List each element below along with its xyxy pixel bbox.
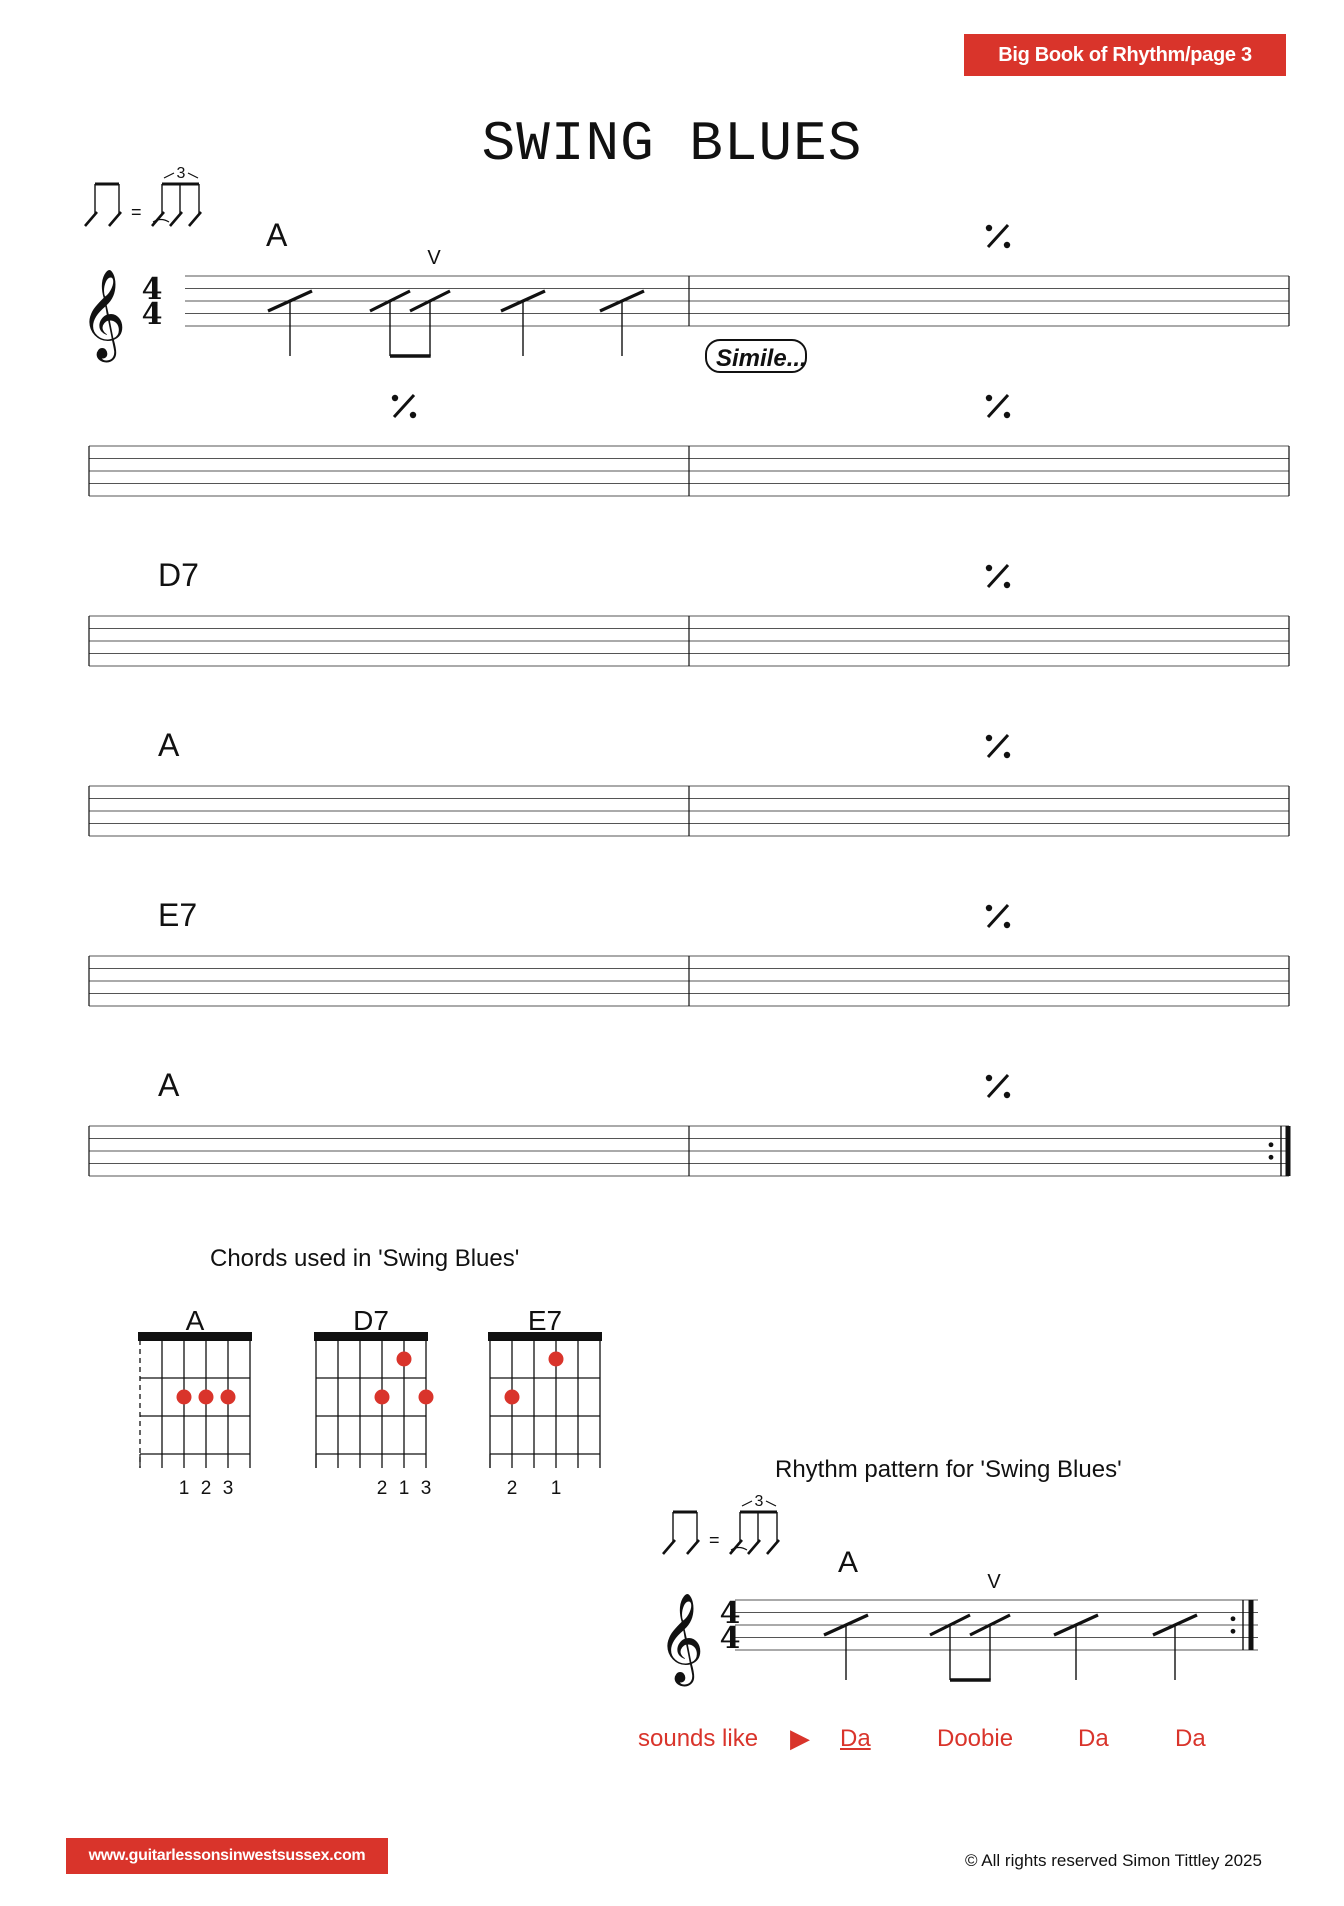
chord-diagram-d7 bbox=[314, 1332, 434, 1468]
triplet-number: 3 bbox=[176, 165, 186, 182]
note-slash bbox=[109, 212, 121, 226]
rhythm-chord: A bbox=[837, 1546, 859, 1579]
play-arrow-icon: ▶ bbox=[790, 1723, 810, 1753]
rhythm-heading: Rhythm pattern for 'Swing Blues' bbox=[775, 1456, 1122, 1483]
sounds-like-label: sounds like bbox=[638, 1725, 759, 1752]
rhythm-upstroke-mark: V bbox=[987, 1571, 1001, 1593]
finger-dot bbox=[199, 1390, 214, 1405]
chord-diagram-name: E7 bbox=[527, 1305, 563, 1336]
equals-sign: = bbox=[709, 1530, 720, 1550]
system-5-bar-2-repeat-sign bbox=[986, 905, 1010, 928]
rhythm-time-bottom: 4 bbox=[719, 1621, 741, 1656]
repeat-dot bbox=[1004, 582, 1010, 588]
repeat-dot bbox=[986, 1075, 992, 1081]
copyright-notice: © All rights reserved Simon Tittley 2025 bbox=[965, 1851, 1262, 1870]
finger-dot bbox=[505, 1390, 520, 1405]
repeat-dot bbox=[1269, 1142, 1274, 1147]
system-1-time-bottom: 4 bbox=[141, 297, 163, 332]
rhythm-treble-clef: 𝄞 bbox=[658, 1593, 705, 1683]
finger-dot bbox=[549, 1352, 564, 1367]
finger-number: 1 bbox=[550, 1478, 562, 1499]
finger-dot bbox=[375, 1390, 390, 1405]
system-6-bar-1-chord: A bbox=[158, 1067, 180, 1103]
system-3-bar-2-repeat-sign bbox=[986, 565, 1010, 588]
repeat-dot bbox=[1269, 1155, 1274, 1160]
note-slash bbox=[767, 1540, 779, 1554]
repeat-dot bbox=[1231, 1616, 1236, 1621]
repeat-dot bbox=[986, 225, 992, 231]
simile-label: Simile... bbox=[716, 345, 807, 372]
system-1-upstroke-mark: V bbox=[427, 247, 441, 269]
rhythm-swing-indicator bbox=[663, 1493, 779, 1554]
swing-indicator bbox=[85, 165, 201, 226]
finger-number: 2 bbox=[200, 1478, 212, 1499]
note-slash bbox=[748, 1540, 760, 1554]
equals-sign: = bbox=[131, 202, 142, 222]
system-4-bar-1-chord: A bbox=[158, 727, 180, 763]
finger-dot bbox=[177, 1390, 192, 1405]
system-5-bar-1-chord: E7 bbox=[158, 897, 198, 933]
system-3-bar-1-chord: D7 bbox=[158, 557, 199, 593]
system-1-time-top: 4 bbox=[141, 272, 163, 307]
repeat-dot bbox=[1004, 752, 1010, 758]
finger-number: 2 bbox=[506, 1478, 518, 1499]
repeat-dot bbox=[986, 735, 992, 741]
syllable-doobie: Doobie bbox=[937, 1725, 1014, 1752]
chord-diagram-e7 bbox=[488, 1332, 602, 1468]
syllable-da: Da bbox=[1078, 1725, 1109, 1752]
repeat-dot bbox=[392, 395, 398, 401]
repeat-dot bbox=[1231, 1629, 1236, 1634]
finger-dot bbox=[221, 1390, 236, 1405]
system-2-bar-2-repeat-sign bbox=[986, 395, 1010, 418]
page-label-badge: Big Book of Rhythm/page 3 bbox=[964, 34, 1286, 76]
repeat-dot bbox=[986, 565, 992, 571]
system-1-bar-2-repeat-sign bbox=[986, 225, 1010, 248]
syllable-da: Da bbox=[1175, 1725, 1206, 1752]
note-slash bbox=[687, 1540, 699, 1554]
syllable-da: Da bbox=[840, 1725, 871, 1752]
finger-dot bbox=[419, 1390, 434, 1405]
system-6-bar-2-repeat-sign bbox=[986, 1075, 1010, 1098]
finger-number: 1 bbox=[178, 1478, 190, 1499]
note-slash bbox=[663, 1540, 675, 1554]
repeat-dot bbox=[410, 412, 416, 418]
repeat-dot bbox=[1004, 242, 1010, 248]
system-2-bar-1-repeat-sign bbox=[392, 395, 416, 418]
system-4-bar-2-repeat-sign bbox=[986, 735, 1010, 758]
finger-number: 3 bbox=[222, 1478, 234, 1499]
finger-number: 2 bbox=[376, 1478, 388, 1499]
chord-diagram-name: D7 bbox=[353, 1305, 389, 1336]
finger-number: 3 bbox=[420, 1478, 432, 1499]
song-title: SWING BLUES bbox=[481, 112, 863, 176]
note-slash bbox=[170, 212, 182, 226]
note-slash bbox=[85, 212, 97, 226]
note-slash bbox=[189, 212, 201, 226]
repeat-dot bbox=[1004, 1092, 1010, 1098]
triplet-number: 3 bbox=[754, 1493, 764, 1510]
website-link[interactable]: www.guitarlessonsinwestsussex.com bbox=[66, 1838, 388, 1874]
finger-dot bbox=[397, 1352, 412, 1367]
system-1-treble-clef: 𝄞 bbox=[80, 269, 127, 359]
finger-number: 1 bbox=[398, 1478, 410, 1499]
chords-heading: Chords used in 'Swing Blues' bbox=[210, 1245, 520, 1272]
rhythm-time-top: 4 bbox=[719, 1596, 741, 1631]
repeat-dot bbox=[986, 395, 992, 401]
system-1-bar-1-chord: A bbox=[266, 217, 288, 253]
repeat-dot bbox=[1004, 412, 1010, 418]
chord-diagram-name: A bbox=[185, 1305, 205, 1336]
chord-diagram-a bbox=[138, 1332, 252, 1468]
repeat-dot bbox=[1004, 922, 1010, 928]
repeat-dot bbox=[986, 905, 992, 911]
